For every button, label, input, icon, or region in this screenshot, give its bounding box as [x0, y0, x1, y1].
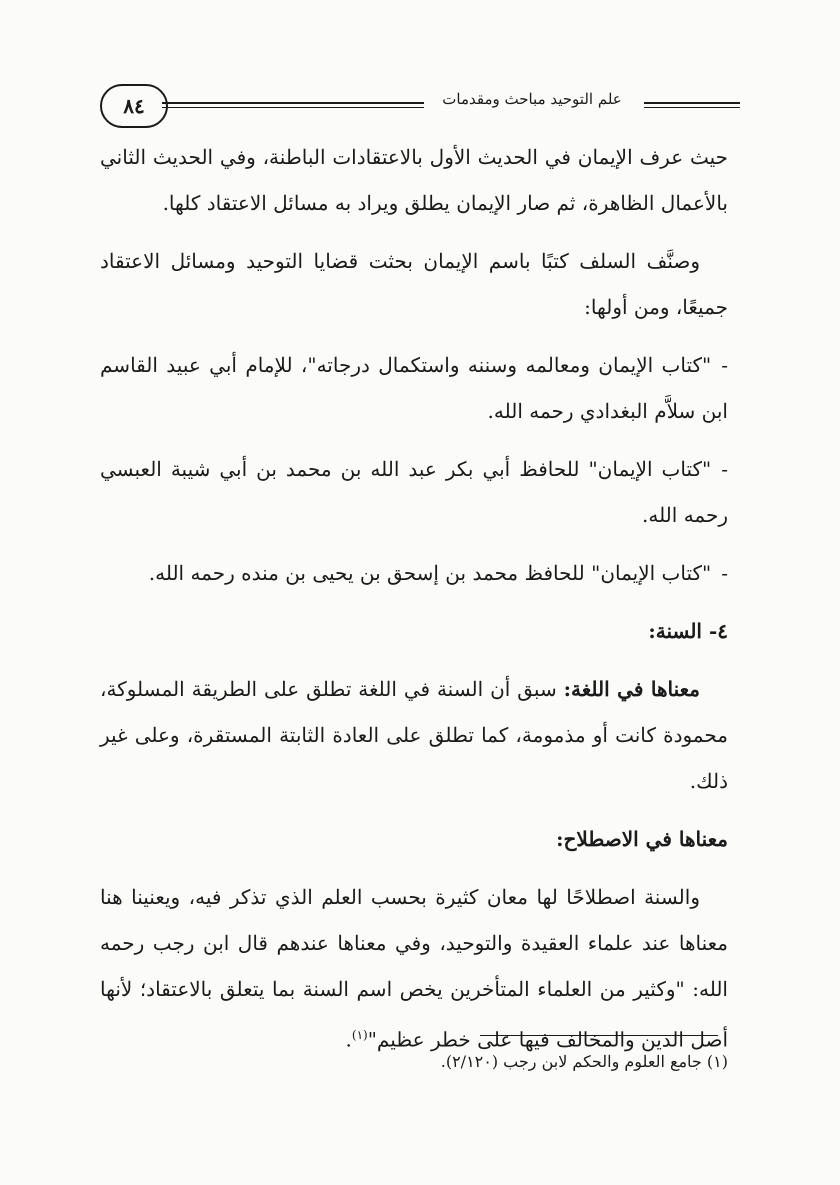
header-rule-short: [644, 102, 740, 104]
page-number: ٨٤: [100, 84, 168, 128]
book-title: علم التوحيد مباحث ومقدمات: [442, 90, 622, 108]
list-item: [100, 550, 728, 596]
list-dash: -: [721, 353, 728, 377]
section-heading: ٤- السنة:: [648, 619, 728, 643]
list-item-text: "كتاب الإيمان" للحافظ أبي بكر عبد الله بن محمد بن أبي شيبة العبسي رحمه الله.: [100, 457, 728, 527]
header-rule-thin: [162, 107, 424, 108]
paragraph: وصنَّف السلف كتبًا باسم الإيمان بحثت قضايا التوحيد ومسائل الاعتقاد جميعًا، ومن أولها:: [100, 249, 728, 319]
page-header: [100, 84, 740, 128]
list-item: [100, 342, 728, 434]
term-meaning-heading: معناها في الاصطلاح:: [556, 827, 728, 851]
list-item-text: "كتاب الإيمان ومعالمه وسننه واستكمال درجاته"، للإمام أبي عبيد القاسم ابن سلاَّم البغدادي رحمه الله.: [100, 353, 728, 423]
term-meaning-end: .: [345, 1027, 352, 1052]
header-rule: [162, 102, 424, 104]
list-dash: -: [721, 561, 728, 585]
term-meaning-text: والسنة اصطلاحًا لها معان كثيرة بحسب العلم الذي تذكر فيه، ويعنينا هنا معناها عند علماء العقيدة والتوحيد، وفي معناها عندهم قال ابن رجب رحمه الله: "وكثير من العلماء المتأخرين يخص اسم السنة بما يتعلق بالاعتقاد؛ لأنها أصل الدين والمخالف فيها على خطر عظيم": [100, 885, 728, 1052]
paragraph: حيث عرف الإيمان في الحديث الأول بالاعتقادات الباطنة، وفي الحديث الثاني بالأعمال الظاهرة، ثم صار الإيمان يطلق ويراد به مسائل الاعتقاد كلها.: [100, 145, 728, 215]
paragraph: [100, 666, 728, 804]
footnote: (١) جامع العلوم والحكم لابن رجب (٢/١٢٠).: [440, 1052, 728, 1071]
list-dash: -: [721, 457, 728, 481]
list-item: [100, 446, 728, 538]
footnote-separator: [480, 1035, 718, 1036]
list-item-text: "كتاب الإيمان" للحافظ محمد بن إسحق بن يحيى بن منده رحمه الله.: [148, 561, 712, 585]
header-rule-short-thin: [644, 107, 740, 108]
body-text: [100, 134, 728, 1075]
footnote-ref: (١): [351, 1028, 368, 1042]
lang-meaning-text: سبق أن السنة في اللغة تطلق على الطريقة المسلوكة، محمودة كانت أو مذمومة، كما تطلق على العادة الثابتة المستقرة، وعلى غير ذلك.: [100, 677, 728, 793]
lang-meaning-label: معناها في اللغة:: [563, 677, 701, 701]
